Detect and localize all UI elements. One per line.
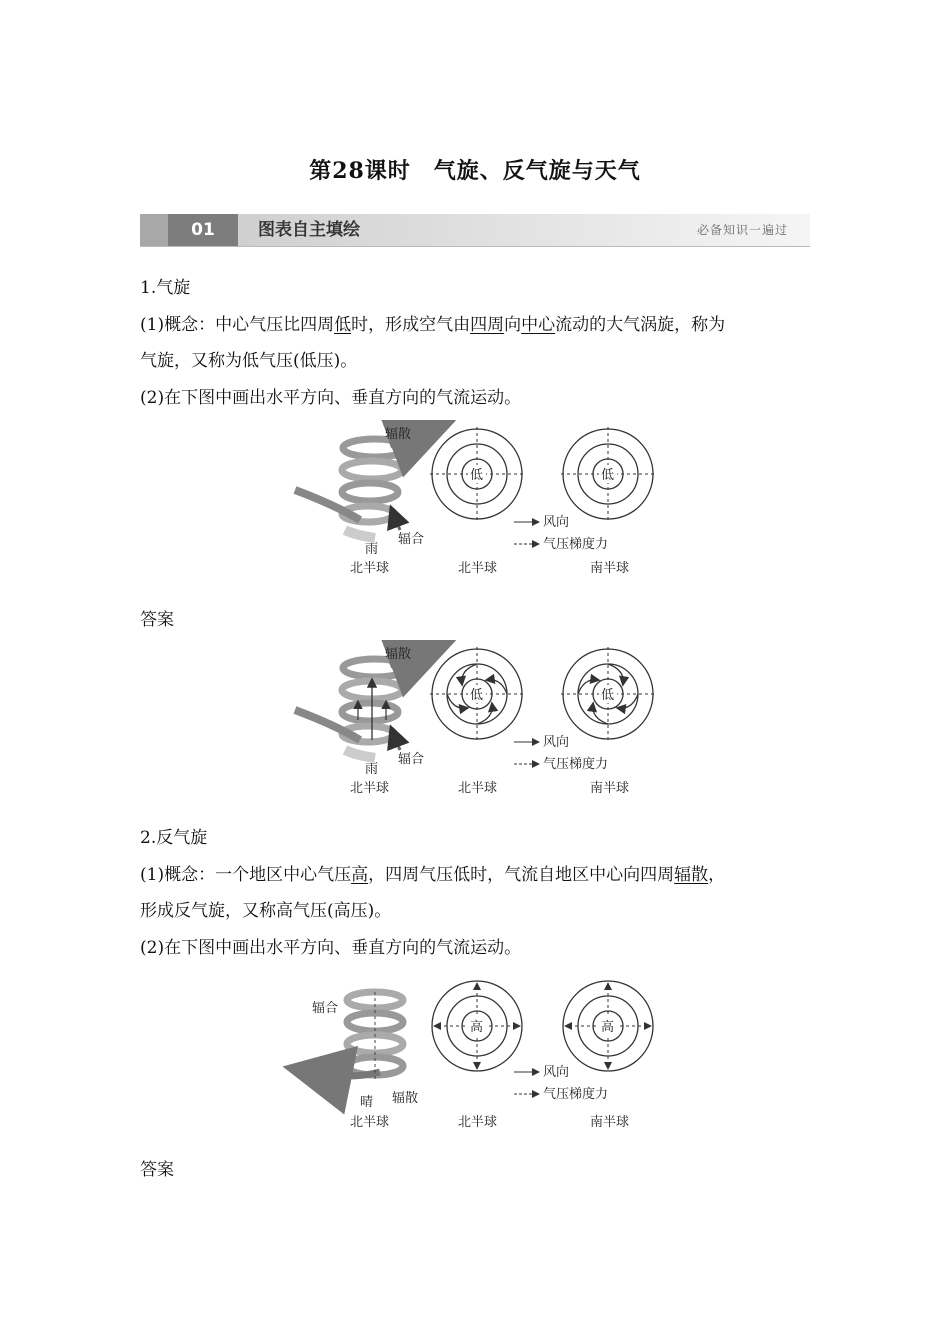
blank-answer: 四周 <box>470 315 505 335</box>
cyclone-figure <box>280 420 680 585</box>
top-label: 辐合 <box>312 1001 339 1016</box>
section1-concept-line2: 气旋，又称为低气压(低压)。 <box>140 351 358 371</box>
banner-accent <box>140 214 168 246</box>
legend-wind: 风向 <box>543 515 570 530</box>
blank-answer: 辐散 <box>674 865 709 885</box>
caption: 北半球 <box>458 561 498 576</box>
banner-label: 图表自主填绘 <box>258 220 360 240</box>
weather-label: 晴 <box>360 1095 374 1110</box>
center-label: 低 <box>601 688 615 703</box>
banner-right-text: 必备知识一遍过 <box>696 223 788 237</box>
caption: 北半球 <box>350 1115 390 1130</box>
caption: 南半球 <box>590 561 630 576</box>
center-label: 低 <box>601 468 615 483</box>
section1-task: (2)在下图中画出水平方向、垂直方向的气流运动。 <box>140 388 522 408</box>
bottom-label: 辐合 <box>398 752 425 767</box>
legend-pressure: 气压梯度力 <box>543 537 609 552</box>
center-label: 高 <box>601 1020 615 1035</box>
blank-answer: 低 <box>334 315 352 335</box>
page-title: 第28课时 气旋、反气旋与天气 <box>309 158 641 184</box>
center-label: 低 <box>470 688 484 703</box>
center-label: 高 <box>470 1020 484 1035</box>
caption: 南半球 <box>590 781 630 796</box>
section2-concept-line2: 形成反气旋，又称高气压(高压)。 <box>140 901 392 921</box>
section2-concept: (1)概念：一个地区中心气压高，四周气压低时，气流自地区中心向四周辐散， <box>140 865 726 885</box>
anticyclone-figure <box>280 972 680 1137</box>
section1-heading: 1.气旋 <box>140 278 191 298</box>
bottom-label: 辐散 <box>392 1091 419 1106</box>
top-label: 辐散 <box>385 647 412 662</box>
bottom-label: 辐合 <box>398 532 425 547</box>
spiral-diagram <box>295 650 430 758</box>
caption: 北半球 <box>458 781 498 796</box>
section2-heading: 2.反气旋 <box>140 828 208 848</box>
center-label: 低 <box>470 468 484 483</box>
blank-answer: 中心 <box>521 315 556 335</box>
weather-label: 雨 <box>365 762 379 777</box>
legend-pressure: 气压梯度力 <box>543 1087 609 1102</box>
spiral-diagram <box>295 430 430 538</box>
weather-label: 雨 <box>365 542 379 557</box>
caption: 北半球 <box>350 561 390 576</box>
section2-task: (2)在下图中画出水平方向、垂直方向的气流运动。 <box>140 938 522 958</box>
caption: 南半球 <box>590 1115 630 1130</box>
cyclone-answer-figure <box>280 640 680 805</box>
answer-label: 答案 <box>140 1160 174 1180</box>
blank-answer: 高 <box>351 865 369 885</box>
caption: 北半球 <box>350 781 390 796</box>
caption: 北半球 <box>458 1115 498 1130</box>
legend-pressure: 气压梯度力 <box>543 757 609 772</box>
banner-number: 01 <box>168 214 238 246</box>
section1-concept: (1)概念：中心气压比四周低时，形成空气由四周向中心流动的大气涡旋，称为 <box>140 315 726 335</box>
legend-wind: 风向 <box>543 1065 570 1080</box>
legend-wind: 风向 <box>543 735 570 750</box>
section-banner <box>140 214 810 246</box>
answer-label: 答案 <box>140 610 174 630</box>
top-label: 辐散 <box>385 427 412 442</box>
